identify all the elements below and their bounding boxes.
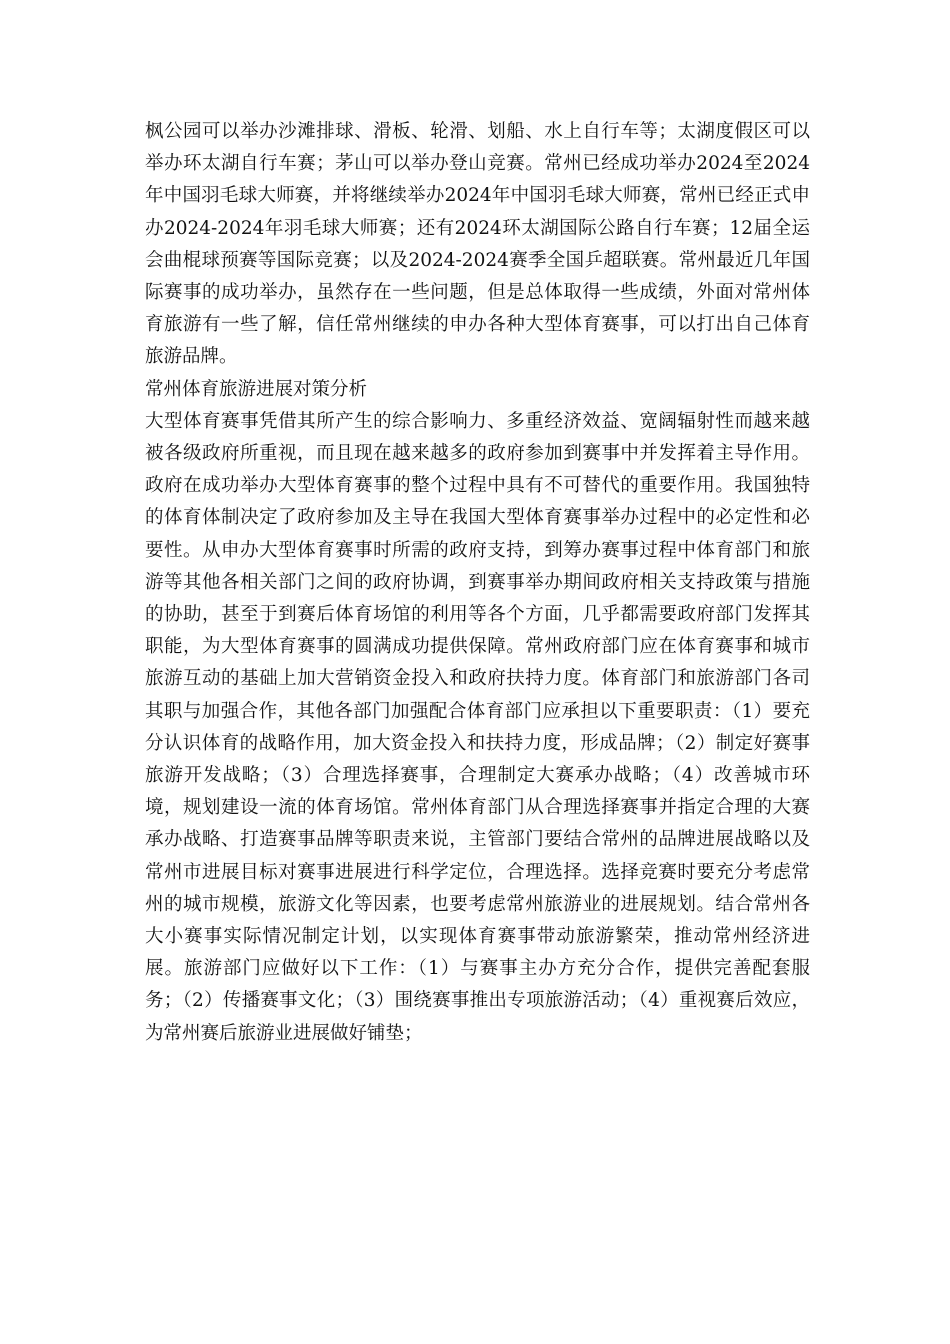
document-page (145, 116, 810, 1050)
section-heading: 常州体育旅游进展对策分析 (145, 378, 368, 400)
paragraph-policy-analysis: 大型体育赛事凭借其所产生的综合影响力、多重经济效益、宽阔辐射性而越来越被各级政府所重视，而且现在越来越多的政府参加到赛事中并发挥着主导作用。政府在成功举办大型体育赛事的整个过程中具有不可替代的重要作用。我国独特的体育体制决定了政府参加及主导在我国大型体育赛事举办过程中的必定性和必要性。从申办大型体育赛事时所需的政府支持，到筹办赛事过程中体育部门和旅游等其他各相关部门之间的政府协调，到赛事举办期间政府相关支持政策与措施的协助，甚至于到赛后体育场馆的利用等各个方面，几乎都需要政府部门发挥其职能，为大型体育赛事的圆满成功提供保障。常州政府部门应在体育赛事和城市旅游互动的基础上加大营销资金投入和政府扶持力度。体育部门和旅游部门各司其职与加强合作，其他各部门加强配合体育部门应承担以下重要职责：（1）要充分认识体育的战略作用，加大资金投入和扶持力度，形成品牌；（2）制定好赛事旅游开发战略；（3）合理选择赛事，合理制定大赛承办战略；（4）改善城市环境，规划建设一流的体育场馆。常州体育部门从合理选择赛事并指定合理的大赛承办战略、打造赛事品牌等职责来说，主管部门要结合常州的品牌进展战略以及常州市进展目标对赛事进展进行科学定位，合理选择。选择竞赛时要充分考虑常州的城市规模，旅游文化等因素，也要考虑常州旅游业的进展规划。结合常州各大小赛事实际情况制定计划，以实现体育赛事带动旅游繁荣，推动常州经济进展。旅游部门应做好以下工作：（1）与赛事主办方充分合作，提供完善配套服务；（2）传播赛事文化；（3）围绕赛事推出专项旅游活动；（4）重视赛后效应，为常州赛后旅游业进展做好铺垫； (145, 410, 810, 1044)
paragraph-continuation: 枫公园可以举办沙滩排球、滑板、轮滑、划船、水上自行车等；太湖度假区可以举办环太湖自行车赛；茅山可以举办登山竞赛。常州已经成功举办2024至2024年中国羽毛球大师赛，并将继续举办2024年中国羽毛球大师赛，常州已经正式申办2024-2024年羽毛球大师赛；还有2024环太湖国际公路自行车赛；12届全运会曲棍球预赛等国际竞赛；以及2024-2024赛季全国乒超联赛。常州最近几年国际赛事的成功举办，虽然存在一些问题，但是总体取得一些成绩，外面对常州体育旅游有一些了解，信任常州继续的申办各种大型体育赛事，可以打出自己体育旅游品牌。 (145, 121, 810, 368)
